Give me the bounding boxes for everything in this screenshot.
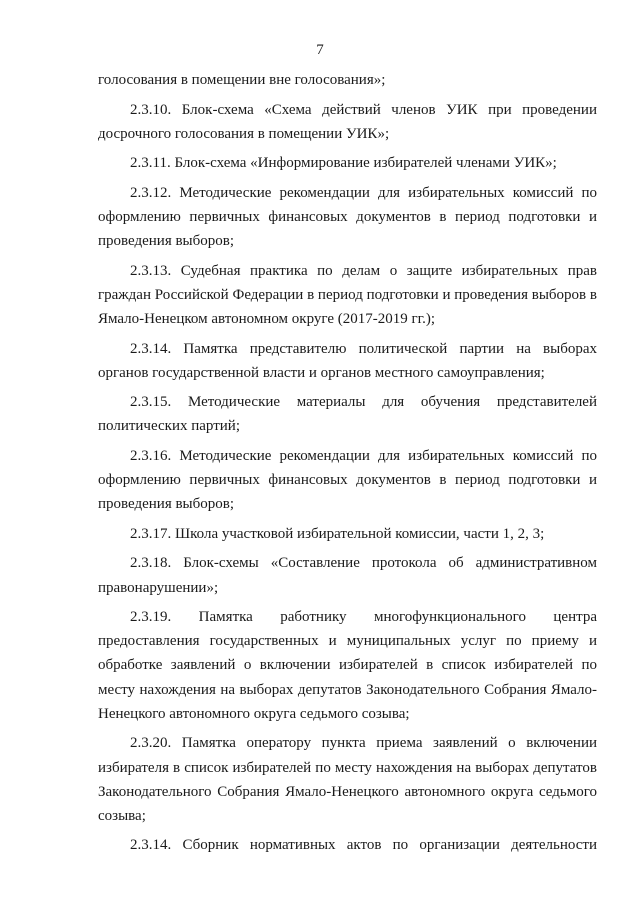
paragraph-continuation: голосования в помещении вне голосования»; — [98, 72, 386, 88]
list-item-2-3-12: 2.3.12. Методические рекомендации для избирательных комиссий по оформлению первичных финансовых документов в период подготовки и проведения выборов; — [98, 184, 597, 250]
list-item-2-3-18: 2.3.18. Блок-схемы «Составление протокола об административном правонарушении»; — [98, 555, 597, 596]
page-number: 7 — [316, 42, 324, 58]
list-item-2-3-20: 2.3.20. Памятка оператору пункта приема заявлений о включении избирателя в список избирателей по месту нахождения на выборах депутатов Законодательного Собрания Ямало-Ненецкого автономного округа седьмого созыва; — [98, 735, 597, 824]
list-item-2-3-14: 2.3.14. Памятка представителю политической партии на выборах органов государственной власти и органов местного самоуправления; — [98, 340, 597, 381]
list-item-2-3-14-collection: 2.3.14. Сборник нормативных актов по организации деятельности — [130, 837, 597, 854]
document-body — [98, 68, 597, 863]
list-item-2-3-10: 2.3.10. Блок-схема «Схема действий членов УИК при проведении досрочного голосования в помещении УИК»; — [98, 101, 597, 142]
list-item-2-3-15: 2.3.15. Методические материалы для обучения представителей политических партий; — [98, 394, 597, 435]
list-item-2-3-13: 2.3.13. Судебная практика по делам о защите избирательных прав граждан Российской Федерации в период подготовки и проведения выборов в Ямало-Ненецком автономном округе (2017-2019 гг.); — [98, 262, 597, 328]
list-item-2-3-17: 2.3.17. Школа участковой избирательной комиссии, части 1, 2, 3; — [130, 525, 545, 542]
list-item-2-3-11: 2.3.11. Блок-схема «Информирование избирателей членами УИК»; — [130, 155, 557, 172]
list-item-2-3-19: 2.3.19. Памятка работнику многофункционального центра предоставления государственных и муниципальных услуг по приему и обработке заявлений о включении избирателей в список избирателей по месту нахождения на выборах депутатов Законодательного Собрания Ямало-Ненецкого автономного округа седьмого созыва; — [98, 609, 597, 722]
list-item-2-3-16: 2.3.16. Методические рекомендации для избирательных комиссий по оформлению первичных финансовых документов в период подготовки и проведения выборов; — [98, 447, 597, 513]
